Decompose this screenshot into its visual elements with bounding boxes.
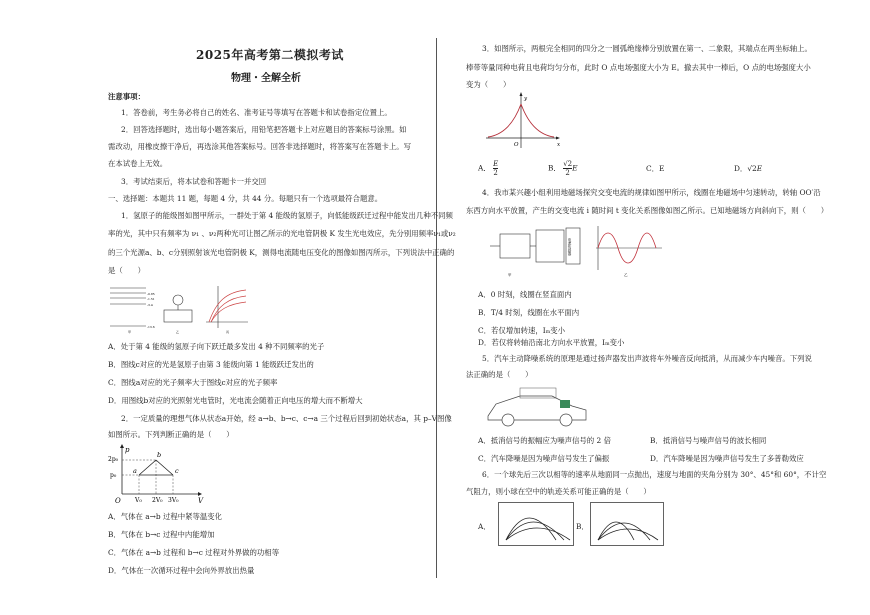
figure-label: 乙 xyxy=(624,273,628,277)
q1-line: 1．氢原子的能级图如图甲所示，一群处于第 4 能级的氢原子，向低能级跃迁过程中能发出几种不同频 xyxy=(121,211,453,220)
option-b-fraction: $\frac{√2}{2}$ xyxy=(563,160,573,177)
note-line: 需改动，用橡皮擦干净后，再选涂其他答案标号。回答非选择题时，将答案写在答题卡上。写 xyxy=(108,142,412,151)
option-b[interactable]: B． xyxy=(576,522,589,531)
page-title: 2025年高考第二模拟考试 xyxy=(196,48,344,62)
current-voltage-graph xyxy=(206,286,248,334)
axis-y-label: y xyxy=(524,96,528,102)
trajectory-45 xyxy=(506,522,564,540)
option-c[interactable]: C．E xyxy=(646,164,665,173)
note-line: 2．回答选择题时，选出每小题答案后，用铅笔把答题卡上对应题目的答案标号涂黑。如 xyxy=(121,125,407,134)
option-b[interactable]: B．T/4 时刻，线圈在水平面内 xyxy=(478,308,580,317)
q4-line: 东西方向水平放置，产生的交变电流 i 随时间 t 变化关系图像如图乙所示。已知地磁场方向斜向下，则（ ） xyxy=(466,206,829,215)
option-d[interactable]: D．√2E xyxy=(734,164,763,173)
q6-option-a-figure[interactable] xyxy=(498,502,574,546)
q2-line: 2．一定质量的理想气体从状态a开始，经 a→b、b→c、c→a 三个过程后回到初始状态a，其 p–V图像 xyxy=(121,414,452,423)
generator-diagram xyxy=(490,228,580,277)
sensor-label: 电流传感器 xyxy=(568,238,572,256)
point-label: c xyxy=(175,467,179,475)
q4-figures xyxy=(484,224,674,282)
notes-heading: 注意事项： xyxy=(108,92,145,101)
q1-line: 是（ ） xyxy=(108,266,145,275)
q3-line: 棒带等量同种电荷且电荷均匀分布，此时 O 点电场强度大小为 E。撤去其中一棒后，O 点的电场强度大小 xyxy=(466,63,811,72)
q2-pv-diagram xyxy=(108,444,208,504)
process-ab xyxy=(139,460,156,475)
point-label: a xyxy=(133,467,137,475)
option-d[interactable]: D．气体在一次循环过程中会向外界放出热量 xyxy=(108,566,255,575)
speaker xyxy=(560,400,570,408)
figure-label: 甲 xyxy=(508,273,512,277)
v-tick-label: 2V₀ xyxy=(152,497,163,504)
level-value: -13.6 xyxy=(147,325,155,329)
option-c[interactable]: C．图线a对应的光子频率大于图线c对应的光子频率 xyxy=(108,378,278,387)
figure-label: 乙 xyxy=(176,330,180,334)
p-tick-label: p₀ xyxy=(110,472,117,479)
q1-figures xyxy=(108,282,278,334)
q4-line: 4．我市某兴趣小组利用地磁场探究交变电流的规律如图甲所示，线圈在地磁场中匀速转动，转轴 OO′沿 xyxy=(482,188,821,197)
q3-line: 变为（ ） xyxy=(466,80,511,89)
p-tick-label: 2p₀ xyxy=(108,456,119,463)
curve-b xyxy=(211,296,246,322)
process-bc xyxy=(156,460,173,475)
option-d-label: D． xyxy=(734,164,748,173)
note-line: 1．答卷前，考生务必将自己的姓名、准考证号等填写在答题卡和试卷指定位置上。 xyxy=(121,108,392,117)
option-c[interactable]: C．汽车降噪是因为噪声信号发生了偏振 xyxy=(478,454,610,463)
option-b-label: B． xyxy=(548,163,561,173)
figure-label: 丙 xyxy=(226,330,230,334)
option-a[interactable] xyxy=(478,160,498,177)
origin-label: O xyxy=(115,497,121,504)
speaker-box xyxy=(520,388,556,398)
level-value: -0.85 xyxy=(147,292,155,296)
q1-line: 率的光，其中只有频率为 ν₁ 、ν₂两种光可让图乙所示的光电管阴极 K 发生光电效应，先分别用频率ν₁或ν₂ xyxy=(108,229,456,238)
q3-line: 3．如图所示，两根完全相同的四分之一圆弧绝缘棒分别放置在第一、二象限，其端点在两坐标轴上。 xyxy=(482,44,812,53)
option-b[interactable]: B．气体在 b→c 过程中内能增加 xyxy=(108,530,215,539)
level-value: -1.51 xyxy=(147,297,155,301)
option-a[interactable]: A．抵消信号的振幅应为噪声信号的 2 倍 xyxy=(478,436,611,445)
car-wheel-front xyxy=(502,414,514,426)
note-line: 在本试卷上无效。 xyxy=(108,159,168,168)
page-subtitle: 物理・全解全析 xyxy=(231,73,301,84)
option-d[interactable]: D．用图线b对应的光照射光电管时，光电流会随着正向电压的增大而不断增大 xyxy=(108,396,363,405)
axis-p-label: p xyxy=(125,446,130,454)
option-b[interactable]: B．图线c对应的光是氢原子由第 3 能级向第 1 能级跃迁发出的 xyxy=(108,360,314,369)
current-time-graph xyxy=(596,226,662,277)
q5-line: 法正确的是（ ） xyxy=(466,370,533,379)
option-a[interactable]: A． xyxy=(478,522,491,531)
option-a-fraction: $\frac{E}{2}$ xyxy=(493,160,499,177)
q6-line: 6．一个球先后三次以相等的速率从地面同一点抛出，速度与地面的夹角分别为 30°、45°和 60°，不计空 xyxy=(482,470,827,479)
q5-car-figure xyxy=(486,382,590,430)
trajectory-60 xyxy=(506,518,556,540)
option-c[interactable]: C．气体在 a→b 过程和 b→c 过程对外界做的功相等 xyxy=(108,548,280,557)
q6-line: 气阻力，则小球在空中的轨迹关系可能正确的是（ ） xyxy=(466,487,651,496)
level-value: -3.4 xyxy=(147,303,153,307)
q6-option-b-figure[interactable] xyxy=(590,502,664,546)
note-line: 3．考试结束后，将本试卷和答题卡一并交回 xyxy=(121,177,267,186)
point-label: b xyxy=(157,451,162,459)
section-heading: 一、选择题：本题共 11 题，每题 4 分，共 44 分。每题只有一个选项最符合题意。 xyxy=(108,194,383,203)
arc-rod-left xyxy=(488,104,521,137)
figure-label: 甲 xyxy=(128,330,132,334)
car-wheel-rear xyxy=(560,414,572,426)
option-d[interactable]: D．汽车降噪是因为噪声信号发生了多普勒效应 xyxy=(650,454,804,463)
axis-v-label: V xyxy=(198,497,204,504)
option-a-label: A． xyxy=(478,163,491,173)
axis-x-label: x xyxy=(557,142,561,148)
v-tick-label: V₀ xyxy=(135,497,142,504)
q3-arc-figure xyxy=(484,92,564,152)
photocell-diagram xyxy=(164,295,192,334)
option-b[interactable]: B．抵消信号与噪声信号的波长相同 xyxy=(650,436,767,445)
option-b[interactable]: B． $\frac{√2}{2}$ E xyxy=(548,160,578,177)
q5-line: 5．汽车主动降噪系统的原理是通过扬声器发出声波将车外噪音反向抵消，从而减少车内噪音。下列说 xyxy=(482,354,812,363)
option-c[interactable]: C．若仅增加转速，Iₘ变小 xyxy=(478,326,566,335)
origin-label: O xyxy=(514,142,519,148)
q2-line: 如图所示。下列判断正确的是（ ） xyxy=(108,430,234,439)
v-tick-label: 3V₀ xyxy=(168,497,179,504)
column-divider xyxy=(436,38,437,578)
option-a[interactable]: A．气体在 a→b 过程中紧等温变化 xyxy=(108,512,223,521)
option-a[interactable]: A．0 时刻，线圈在竖直面内 xyxy=(478,290,572,299)
arc-rod-right xyxy=(521,104,554,137)
car-body xyxy=(488,396,586,420)
option-a[interactable]: A．处于第 4 能级的氢原子向下跃迁最多发出 4 种不同频率的光子 xyxy=(108,342,325,351)
q1-line: 的三个光源a、b、c分别照射该光电管阴极 K，测得电流随电压变化的图像如图丙所示，下列说法中正确的 xyxy=(108,248,455,257)
energy-level-diagram xyxy=(110,288,155,334)
option-d[interactable]: D．若仅将转轴沿南北方向水平放置，Iₘ变小 xyxy=(478,338,625,347)
